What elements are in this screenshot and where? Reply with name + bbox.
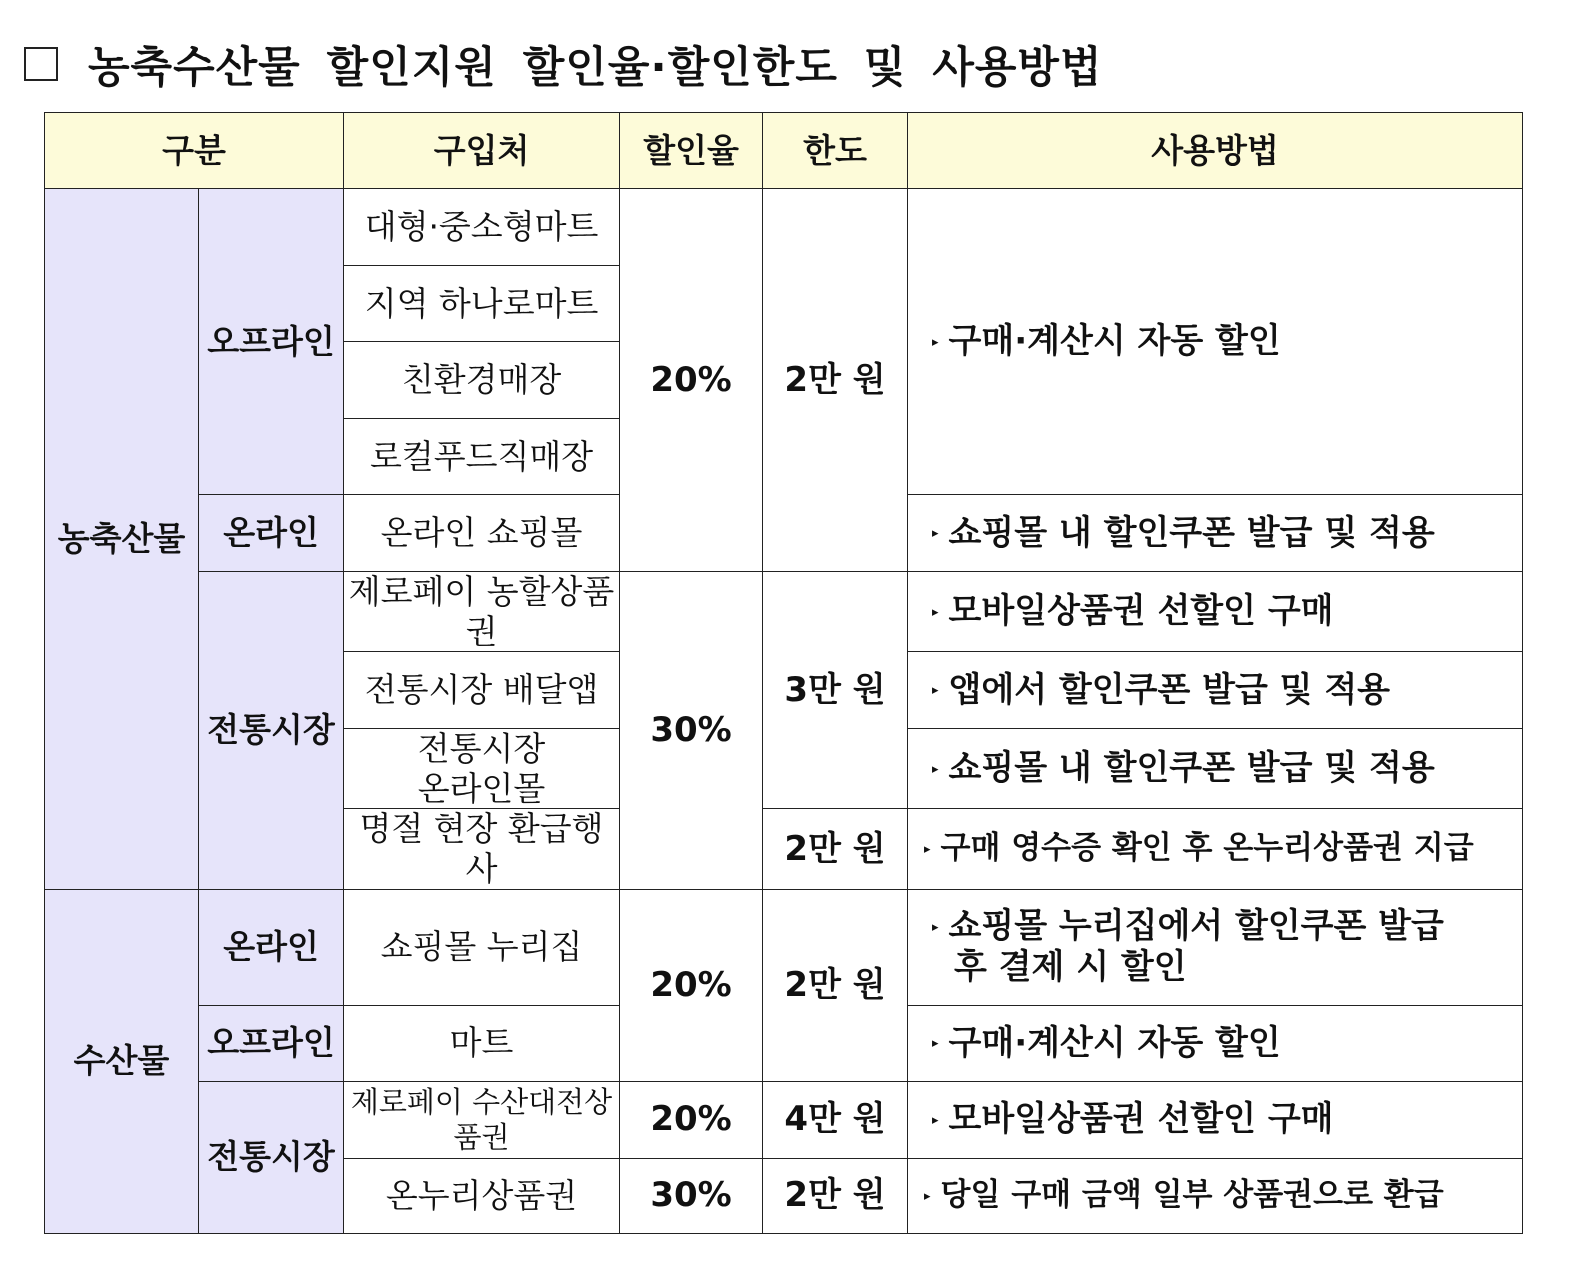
header-row (45, 113, 1523, 189)
method-cell (908, 889, 1523, 1005)
page-title (24, 34, 1103, 94)
rate-cell: 20% (620, 189, 763, 572)
store-cell (344, 729, 620, 809)
table-row (45, 572, 1523, 652)
method-text: 쇼핑몰 내 할인쿠폰 발급 및 적용 (948, 748, 1435, 789)
bullet-triangle-icon: ▸ (932, 526, 939, 542)
method-cell (908, 652, 1523, 729)
store-line: 온라인몰 (417, 768, 546, 808)
bullet-triangle-icon: ▸ (932, 1112, 939, 1128)
method-text: 모바일상품권 선할인 구매 (948, 591, 1334, 632)
method-cell (908, 809, 1523, 889)
method-text: 당일 구매 금액 일부 상품권으로 환급 (940, 1176, 1444, 1213)
category-agri: 농축산물 (45, 189, 199, 890)
table-row (45, 1081, 1523, 1158)
table-row (45, 889, 1523, 1005)
rate-cell: 30% (620, 572, 763, 890)
bullet-triangle-icon: ▸ (932, 683, 939, 699)
method-text: 후 결제 시 할인 (954, 947, 1187, 988)
subcategory-fish-offline: 오프라인 (199, 1005, 344, 1081)
bullet-triangle-icon: ▸ (932, 762, 939, 778)
store-cell: 대형·중소형마트 (344, 189, 620, 266)
category-fish: 수산물 (45, 889, 199, 1233)
table-row (45, 189, 1523, 266)
bullet-triangle-icon: ▸ (924, 842, 931, 858)
rate-cell: 20% (620, 1081, 763, 1158)
method-cell (908, 729, 1523, 809)
method-cell (908, 495, 1523, 572)
subcategory-agri-online: 온라인 (199, 495, 344, 572)
store-cell: 친환경매장 (344, 342, 620, 419)
checkbox-square-icon (24, 47, 58, 81)
store-cell: 온라인 쇼핑몰 (344, 495, 620, 572)
bullet-triangle-icon: ▸ (924, 1188, 931, 1204)
store-cell: 마트 (344, 1005, 620, 1081)
header-method: 사용방법 (908, 113, 1523, 189)
method-cell (908, 1081, 1523, 1158)
method-text: 구매 영수증 확인 후 온누리상품권 지급 (940, 830, 1474, 867)
method-text: 앱에서 할인쿠폰 발급 및 적용 (948, 669, 1391, 710)
rate-cell: 30% (620, 1158, 763, 1233)
subcategory-agri-market: 전통시장 (199, 572, 344, 890)
header-category: 구분 (45, 113, 344, 189)
header-limit: 한도 (763, 113, 908, 189)
bullet-triangle-icon: ▸ (932, 604, 939, 620)
header-rate: 할인율 (620, 113, 763, 189)
store-cell: 온누리상품권 (344, 1158, 620, 1233)
store-cell: 명절 현장 환급행사 (344, 809, 620, 889)
store-line: 전통시장 (417, 729, 546, 769)
limit-cell: 2만 원 (763, 189, 908, 572)
store-cell: 전통시장 배달앱 (344, 652, 620, 729)
discount-table (44, 112, 1523, 1234)
store-cell: 쇼핑몰 누리집 (344, 889, 620, 1005)
bullet-triangle-icon: ▸ (932, 334, 939, 350)
title-text: 농축수산물 할인지원 할인율·할인한도 및 사용방법 (88, 42, 1103, 93)
method-text: 모바일상품권 선할인 구매 (948, 1099, 1334, 1140)
method-cell (908, 1158, 1523, 1233)
limit-cell: 2만 원 (763, 889, 908, 1081)
bullet-triangle-icon: ▸ (932, 919, 939, 935)
rate-cell: 20% (620, 889, 763, 1081)
store-cell: 지역 하나로마트 (344, 266, 620, 342)
method-text: 구매·계산시 자동 할인 (948, 321, 1281, 362)
header-store: 구입처 (344, 113, 620, 189)
method-text: 구매·계산시 자동 할인 (948, 1022, 1281, 1063)
limit-cell: 2만 원 (763, 809, 908, 889)
store-cell: 제로페이 수산대전상품권 (344, 1081, 620, 1158)
limit-cell: 2만 원 (763, 1158, 908, 1233)
store-cell: 로컬푸드직매장 (344, 419, 620, 495)
subcategory-fish-market: 전통시장 (199, 1081, 344, 1233)
method-cell (908, 572, 1523, 652)
store-cell: 제로페이 농할상품권 (344, 572, 620, 652)
limit-cell: 3만 원 (763, 572, 908, 809)
method-cell (908, 1005, 1523, 1081)
method-text: 쇼핑몰 누리집에서 할인쿠폰 발급 (948, 906, 1444, 947)
limit-cell: 4만 원 (763, 1081, 908, 1158)
subcategory-agri-offline: 오프라인 (199, 189, 344, 495)
bullet-triangle-icon: ▸ (932, 1036, 939, 1052)
method-cell (908, 189, 1523, 495)
method-text: 쇼핑몰 내 할인쿠폰 발급 및 적용 (948, 512, 1435, 553)
subcategory-fish-online: 온라인 (199, 889, 344, 1005)
